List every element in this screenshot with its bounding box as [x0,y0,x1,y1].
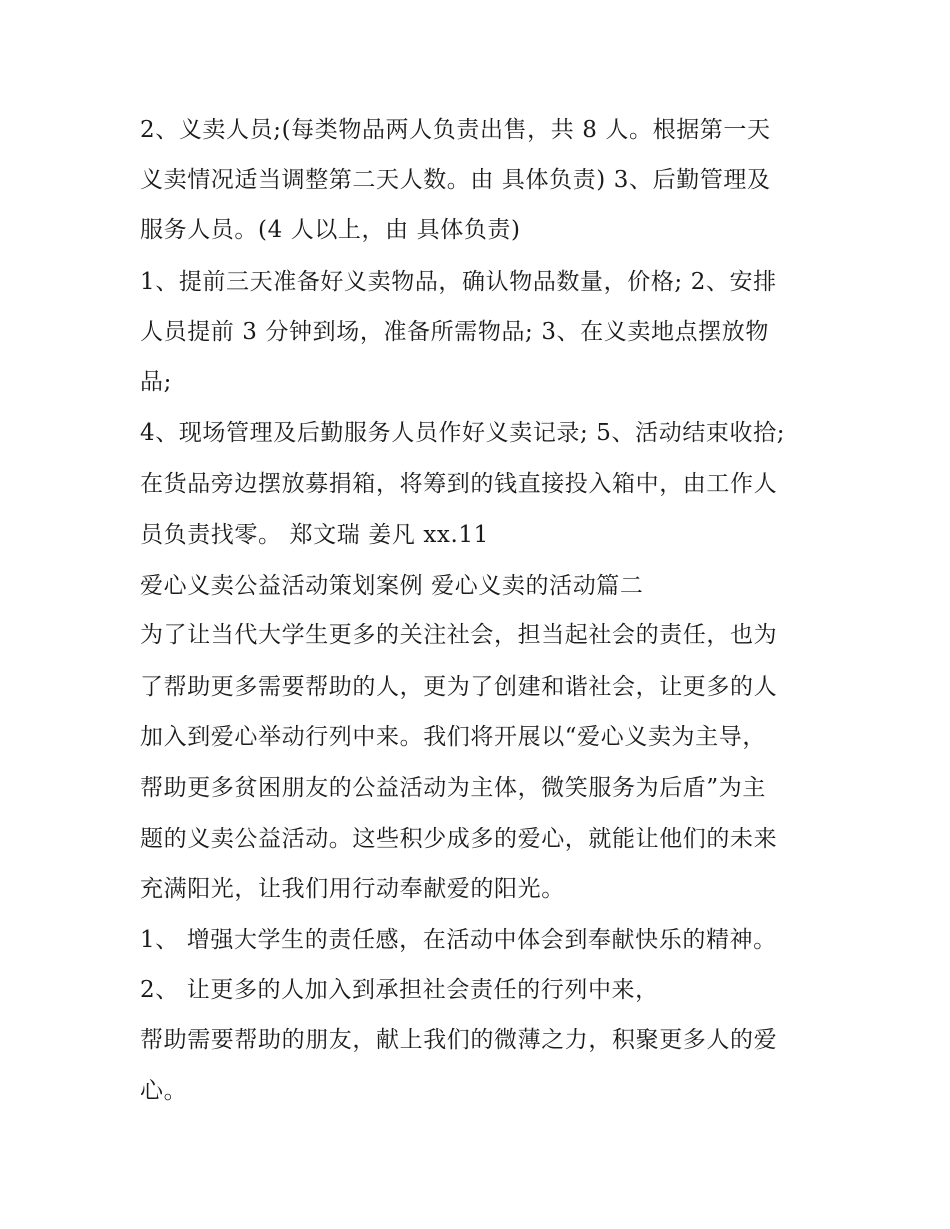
text-line: 帮助需要帮助的朋友，献上我们的微薄之力，积聚更多人的爱 [140,1027,778,1053]
text-line: 加入到爱心举动行列中来。我们将开展以“爱心义卖为主导， [140,724,766,750]
text-line: 2、义卖人员;(每类物品两人负责出售，共 8 人。根据第一天 [140,117,771,143]
text-line: 服务人员。(4 人以上，由 具体负责) [140,217,521,243]
text-line: 2、 让更多的人加入到承担社会责任的行列中来， [140,977,659,1003]
text-line: 1、 增强大学生的责任感，在活动中体会到奉献快乐的精神。 [140,927,777,953]
text-line: 充满阳光，让我们用行动奉献爱的阳光。 [140,876,565,902]
text-line: 4、现场管理及后勤服务人员作好义卖记录; 5、活动结束收拾; [140,420,786,446]
text-line: 在货品旁边摆放募捐箱，将筹到的钱直接投入箱中，由工作人 [140,471,778,497]
text-line: 帮助更多贫困朋友的公益活动为主体，微笑服务为后盾”为主 [140,775,766,801]
text-line: 心。 [140,1078,188,1104]
text-line: 员负责找零。 郑文瑞 姜凡 xx.11 [140,522,489,548]
text-line: 义卖情况适当调整第二天人数。由 具体负责) 3、后勤管理及 [140,167,771,193]
text-line: 为了让当代大学生更多的关注社会，担当起社会的责任，也为 [140,622,778,648]
text-line: 品; [140,369,172,395]
section-heading: 爱心义卖公益活动策划案例 爱心义卖的活动篇二 [140,573,644,599]
text-line: 人员提前 3 分钟到场，准备所需物品; 3、在义卖地点摆放物 [140,319,769,345]
text-line: 1、提前三天准备好义卖物品，确认物品数量，价格; 2、安排 [140,269,777,295]
text-line: 题的义卖公益活动。这些积少成多的爱心，就能让他们的未来 [140,826,778,852]
text-line: 了帮助更多需要帮助的人，更为了创建和谐社会，让更多的人 [140,674,778,700]
